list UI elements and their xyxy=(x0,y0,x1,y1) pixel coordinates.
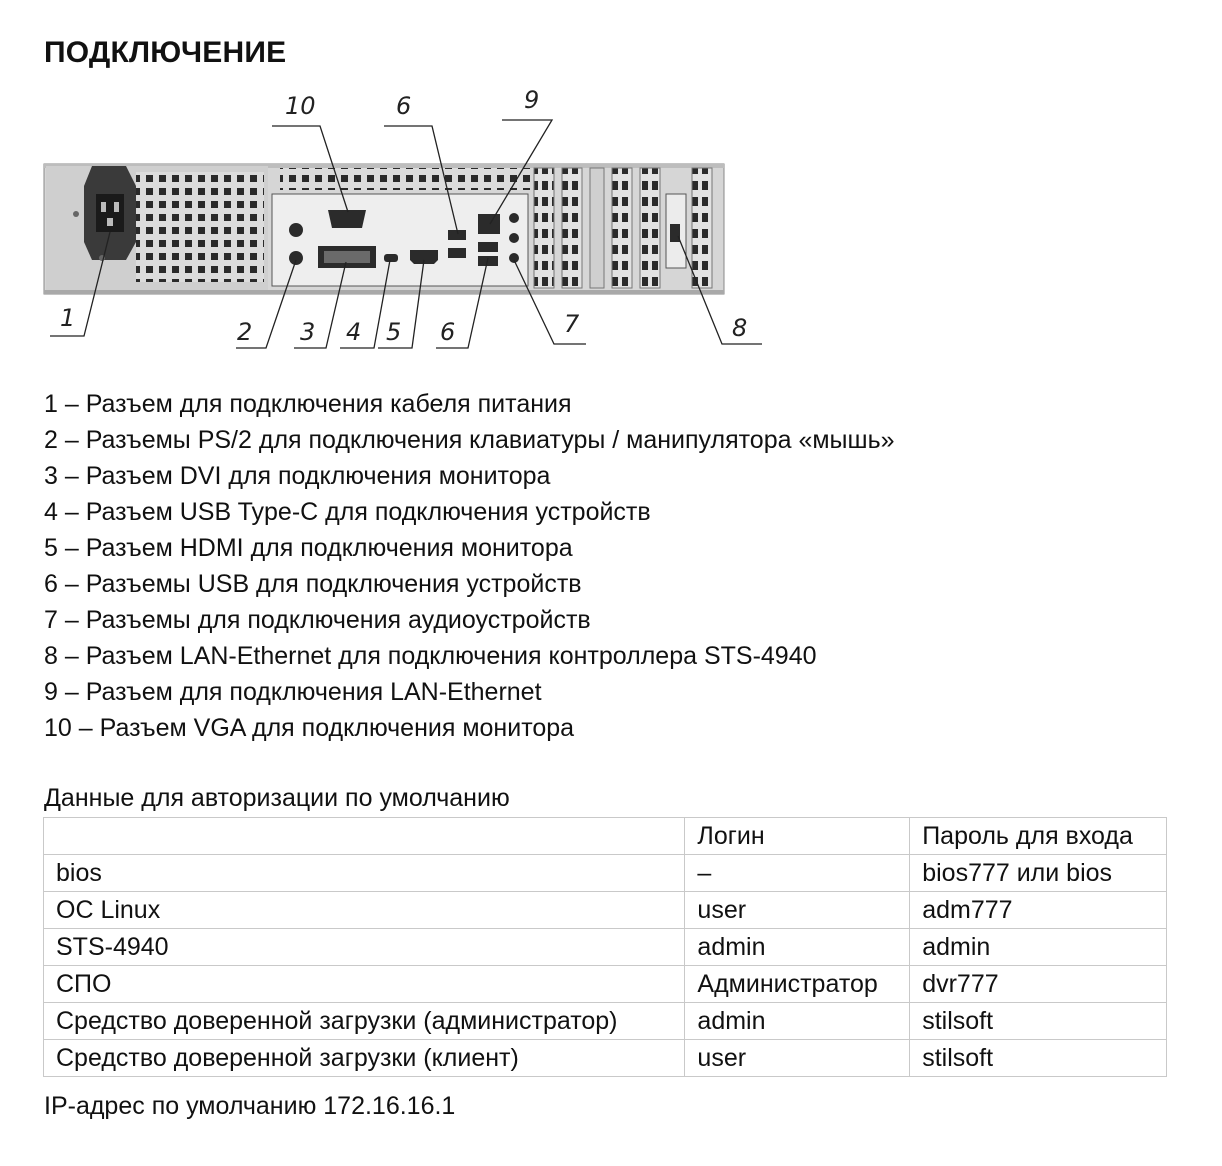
psu-vent xyxy=(136,172,264,282)
callout-10: 10 xyxy=(285,92,316,120)
rear-panel-diagram xyxy=(40,82,770,362)
cell-login: user xyxy=(685,1040,910,1077)
callout-2: 2 xyxy=(237,318,253,346)
usb-port-4 xyxy=(478,256,498,266)
ps2-port-bottom xyxy=(289,251,303,265)
table-header-row xyxy=(44,818,1167,855)
callout-9: 9 xyxy=(524,86,540,114)
controller-lan-port xyxy=(670,224,680,242)
legend-item: 1 – Разъем для подключения кабеля питания xyxy=(44,390,572,418)
cell-password: stilsoft xyxy=(910,1040,1167,1077)
cell-login: – xyxy=(685,855,910,892)
legend-item: 4 – Разъем USB Type-C для подключения устройств xyxy=(44,498,651,526)
io-shield xyxy=(272,194,528,286)
callout-6-top: 6 xyxy=(396,92,412,120)
cell-system: Средство доверенной загрузки (администратор) xyxy=(44,1003,685,1040)
cell-password: stilsoft xyxy=(910,1003,1167,1040)
cell-password: admin xyxy=(910,929,1167,966)
vga-port xyxy=(328,210,366,228)
callout-1: 1 xyxy=(60,304,76,332)
table-row xyxy=(44,929,1167,966)
cell-login: admin xyxy=(685,929,910,966)
cell-password: adm777 xyxy=(910,892,1167,929)
callout-3: 3 xyxy=(300,318,316,346)
usb-port-2 xyxy=(448,248,466,258)
header-cell-login: Логин xyxy=(685,818,910,855)
table-row xyxy=(44,966,1167,1003)
cell-password: dvr777 xyxy=(910,966,1167,1003)
cell-login: user xyxy=(685,892,910,929)
cell-login: Администратор xyxy=(685,966,910,1003)
table-row xyxy=(44,892,1167,929)
legend-item: 10 – Разъем VGA для подключения монитора xyxy=(44,714,575,742)
ps2-port-top xyxy=(289,223,303,237)
callout-4: 4 xyxy=(346,318,362,346)
cell-system: СПО xyxy=(44,966,685,1003)
table-row xyxy=(44,855,1167,892)
legend-item: 2 – Разъемы PS/2 для подключения клавиатуры / манипулятора «мышь» xyxy=(44,426,895,454)
legend-item: 9 – Разъем для подключения LAN-Ethernet xyxy=(44,678,542,706)
usb-c-port xyxy=(384,254,398,262)
default-ip-text: IP-адрес по умолчанию 172.16.16.1 xyxy=(44,1092,456,1120)
table-row xyxy=(44,1003,1167,1040)
legend-item: 3 – Разъем DVI для подключения монитора xyxy=(44,462,551,490)
usb-port-3 xyxy=(478,242,498,252)
legend-item: 8 – Разъем LAN-Ethernet для подключения контроллера STS-4940 xyxy=(44,642,817,670)
cell-login: admin xyxy=(685,1003,910,1040)
audio-jack-2 xyxy=(509,233,519,243)
cell-system: bios xyxy=(44,855,685,892)
top-vent xyxy=(280,168,530,190)
table-row xyxy=(44,1040,1167,1077)
legend-item: 7 – Разъемы для подключения аудиоустройств xyxy=(44,606,591,634)
connector-legend xyxy=(44,386,895,746)
lan-port xyxy=(478,214,500,234)
auth-table-caption: Данные для авторизации по умолчанию xyxy=(44,784,510,812)
header-cell-system xyxy=(44,818,685,855)
cell-password: bios777 или bios xyxy=(910,855,1167,892)
legend-item: 6 – Разъемы USB для подключения устройств xyxy=(44,570,582,598)
header-cell-password: Пароль для входа xyxy=(910,818,1167,855)
callout-7: 7 xyxy=(564,310,580,338)
legend-item: 5 – Разъем HDMI для подключения монитора xyxy=(44,534,573,562)
cell-system: ОС Linux xyxy=(44,892,685,929)
rear-panel-figure xyxy=(40,82,770,362)
cell-system: STS-4940 xyxy=(44,929,685,966)
auth-table xyxy=(43,817,1167,1077)
callout-5: 5 xyxy=(386,318,402,346)
callout-6-bottom: 6 xyxy=(440,318,456,346)
cell-system: Средство доверенной загрузки (клиент) xyxy=(44,1040,685,1077)
callout-8: 8 xyxy=(732,314,748,342)
audio-jack-1 xyxy=(509,213,519,223)
page-title: ПОДКЛЮЧЕНИЕ xyxy=(44,36,287,69)
